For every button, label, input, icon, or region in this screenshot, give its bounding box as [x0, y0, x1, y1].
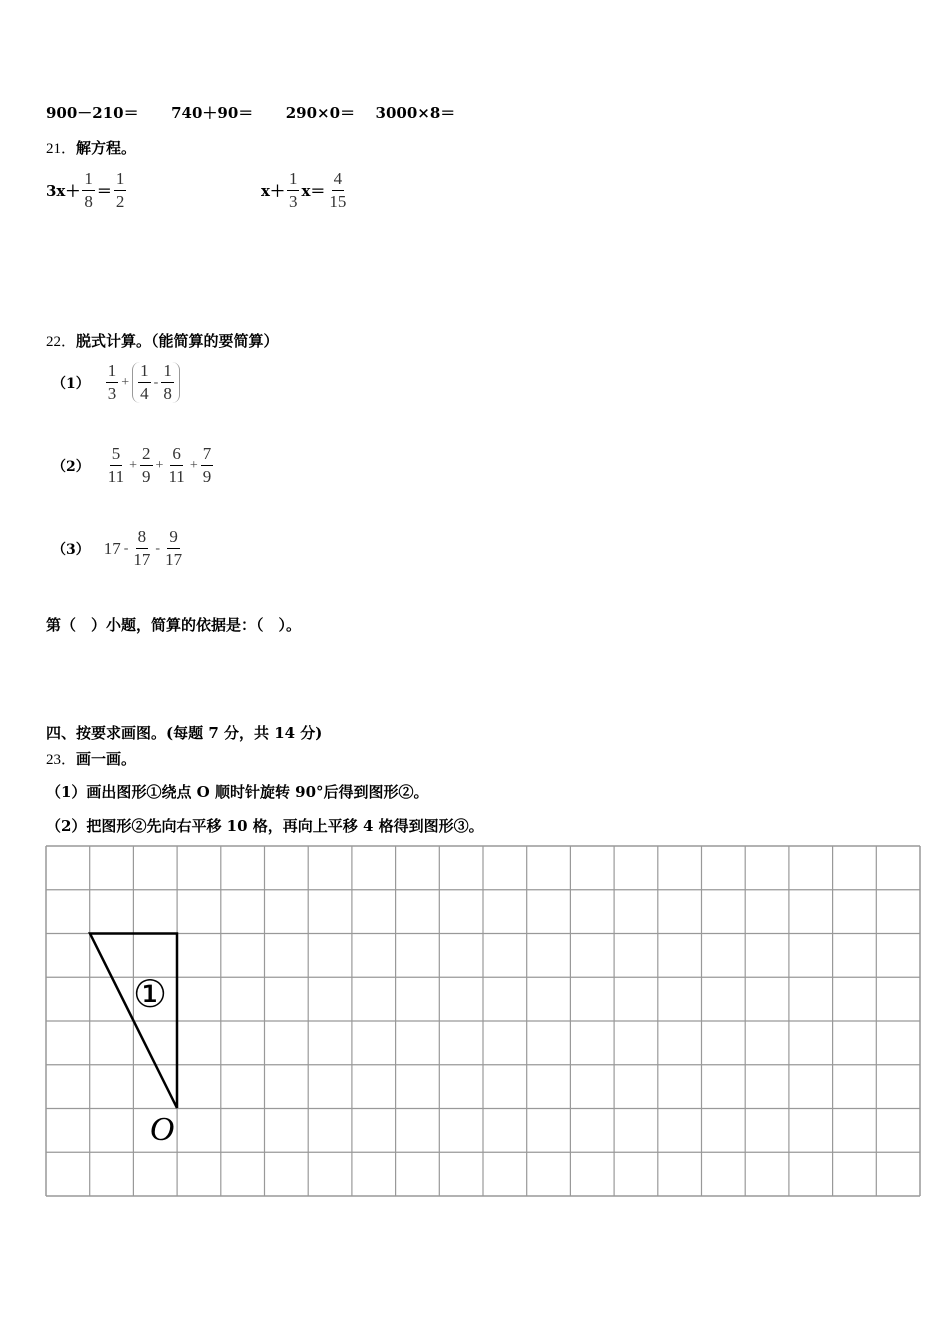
p3-whole: 17	[103, 538, 121, 558]
p1-fraction-c: $\frac{1}{8}$	[163, 361, 172, 403]
eq1-fraction-1: $\frac{1}{8}$	[84, 169, 93, 211]
q23-task-2: （2）把图形②先向右平移 10 格，再向上平移 4 格得到图形③。	[46, 817, 484, 835]
oral-calc-4: 3000×8＝	[375, 104, 456, 122]
q23-task-1: （1）画出图形①绕点 O 顺时针旋转 90°后得到图形②。	[46, 783, 429, 801]
p2-fraction-b: $\frac{2}{9}$	[142, 444, 151, 486]
p3-label: （3）	[52, 541, 90, 558]
q22-problem-1	[52, 362, 182, 403]
oral-calc-2: 740＋90＝	[171, 104, 254, 122]
q22-basis: 第（ ）小题，简算的依据是：（ ）。	[46, 616, 302, 634]
p3-fraction-a: $\frac{8}{17}$	[133, 527, 151, 569]
p1-fraction-b: $\frac{1}{4}$	[140, 361, 149, 403]
oral-calc-3: 290×0＝	[285, 104, 356, 122]
section-4-heading: 四、按要求画图。(每题 7 分，共 14 分)	[46, 724, 323, 742]
q21-title: 解方程。	[76, 139, 137, 157]
point-o-label: O	[149, 1111, 175, 1148]
eq1-equals: ＝	[96, 182, 112, 200]
oral-calc-row	[46, 102, 455, 123]
q22-heading	[46, 330, 279, 351]
eq2-equals: x＝	[301, 182, 326, 200]
q21-number: 21．	[46, 141, 77, 157]
q22-number: 22．	[46, 334, 77, 350]
drawing-grid	[44, 844, 922, 1198]
p1-minus: -	[153, 374, 159, 390]
oral-calc-1: 900－210＝	[46, 104, 139, 122]
q22-problem-2	[52, 445, 215, 486]
p2-plus-2: +	[155, 457, 164, 473]
p1-fraction-a: $\frac{1}{3}$	[107, 361, 117, 403]
eq2-fraction-2: $\frac{4}{15}$	[329, 169, 347, 211]
eq1-lead: 3x＋	[46, 182, 81, 200]
p3-minus-1: -	[123, 540, 129, 556]
p2-label: （2）	[52, 458, 90, 475]
p3-minus-2: -	[155, 540, 161, 556]
q22-title: 脱式计算。（能简算的要简算）	[76, 332, 279, 350]
q21-equation-1	[46, 170, 128, 211]
q22-problem-3	[52, 528, 186, 569]
q23-number: 23．	[46, 752, 77, 768]
p1-label: （1）	[52, 375, 90, 392]
p2-plus-3: +	[189, 457, 198, 473]
p2-fraction-a: $\frac{5}{11}$	[107, 444, 125, 486]
q23-heading	[46, 748, 136, 769]
p2-fraction-c: $\frac{6}{11}$	[168, 444, 185, 486]
p2-plus-1: +	[129, 457, 138, 473]
p1-plus: +	[121, 374, 130, 390]
eq2-lead: x＋	[261, 182, 285, 200]
q21-equation-2	[261, 170, 350, 211]
p1-parentheses	[132, 362, 180, 403]
eq1-fraction-2: $\frac{1}{2}$	[115, 169, 125, 211]
q23-title: 画一画。	[76, 750, 137, 768]
q21-heading	[46, 137, 136, 158]
shape-1-label: ①	[132, 972, 168, 1016]
eq2-fraction-1: $\frac{1}{3}$	[288, 169, 298, 211]
p2-fraction-d: $\frac{7}{9}$	[202, 444, 212, 486]
p3-fraction-b: $\frac{9}{17}$	[165, 527, 183, 569]
